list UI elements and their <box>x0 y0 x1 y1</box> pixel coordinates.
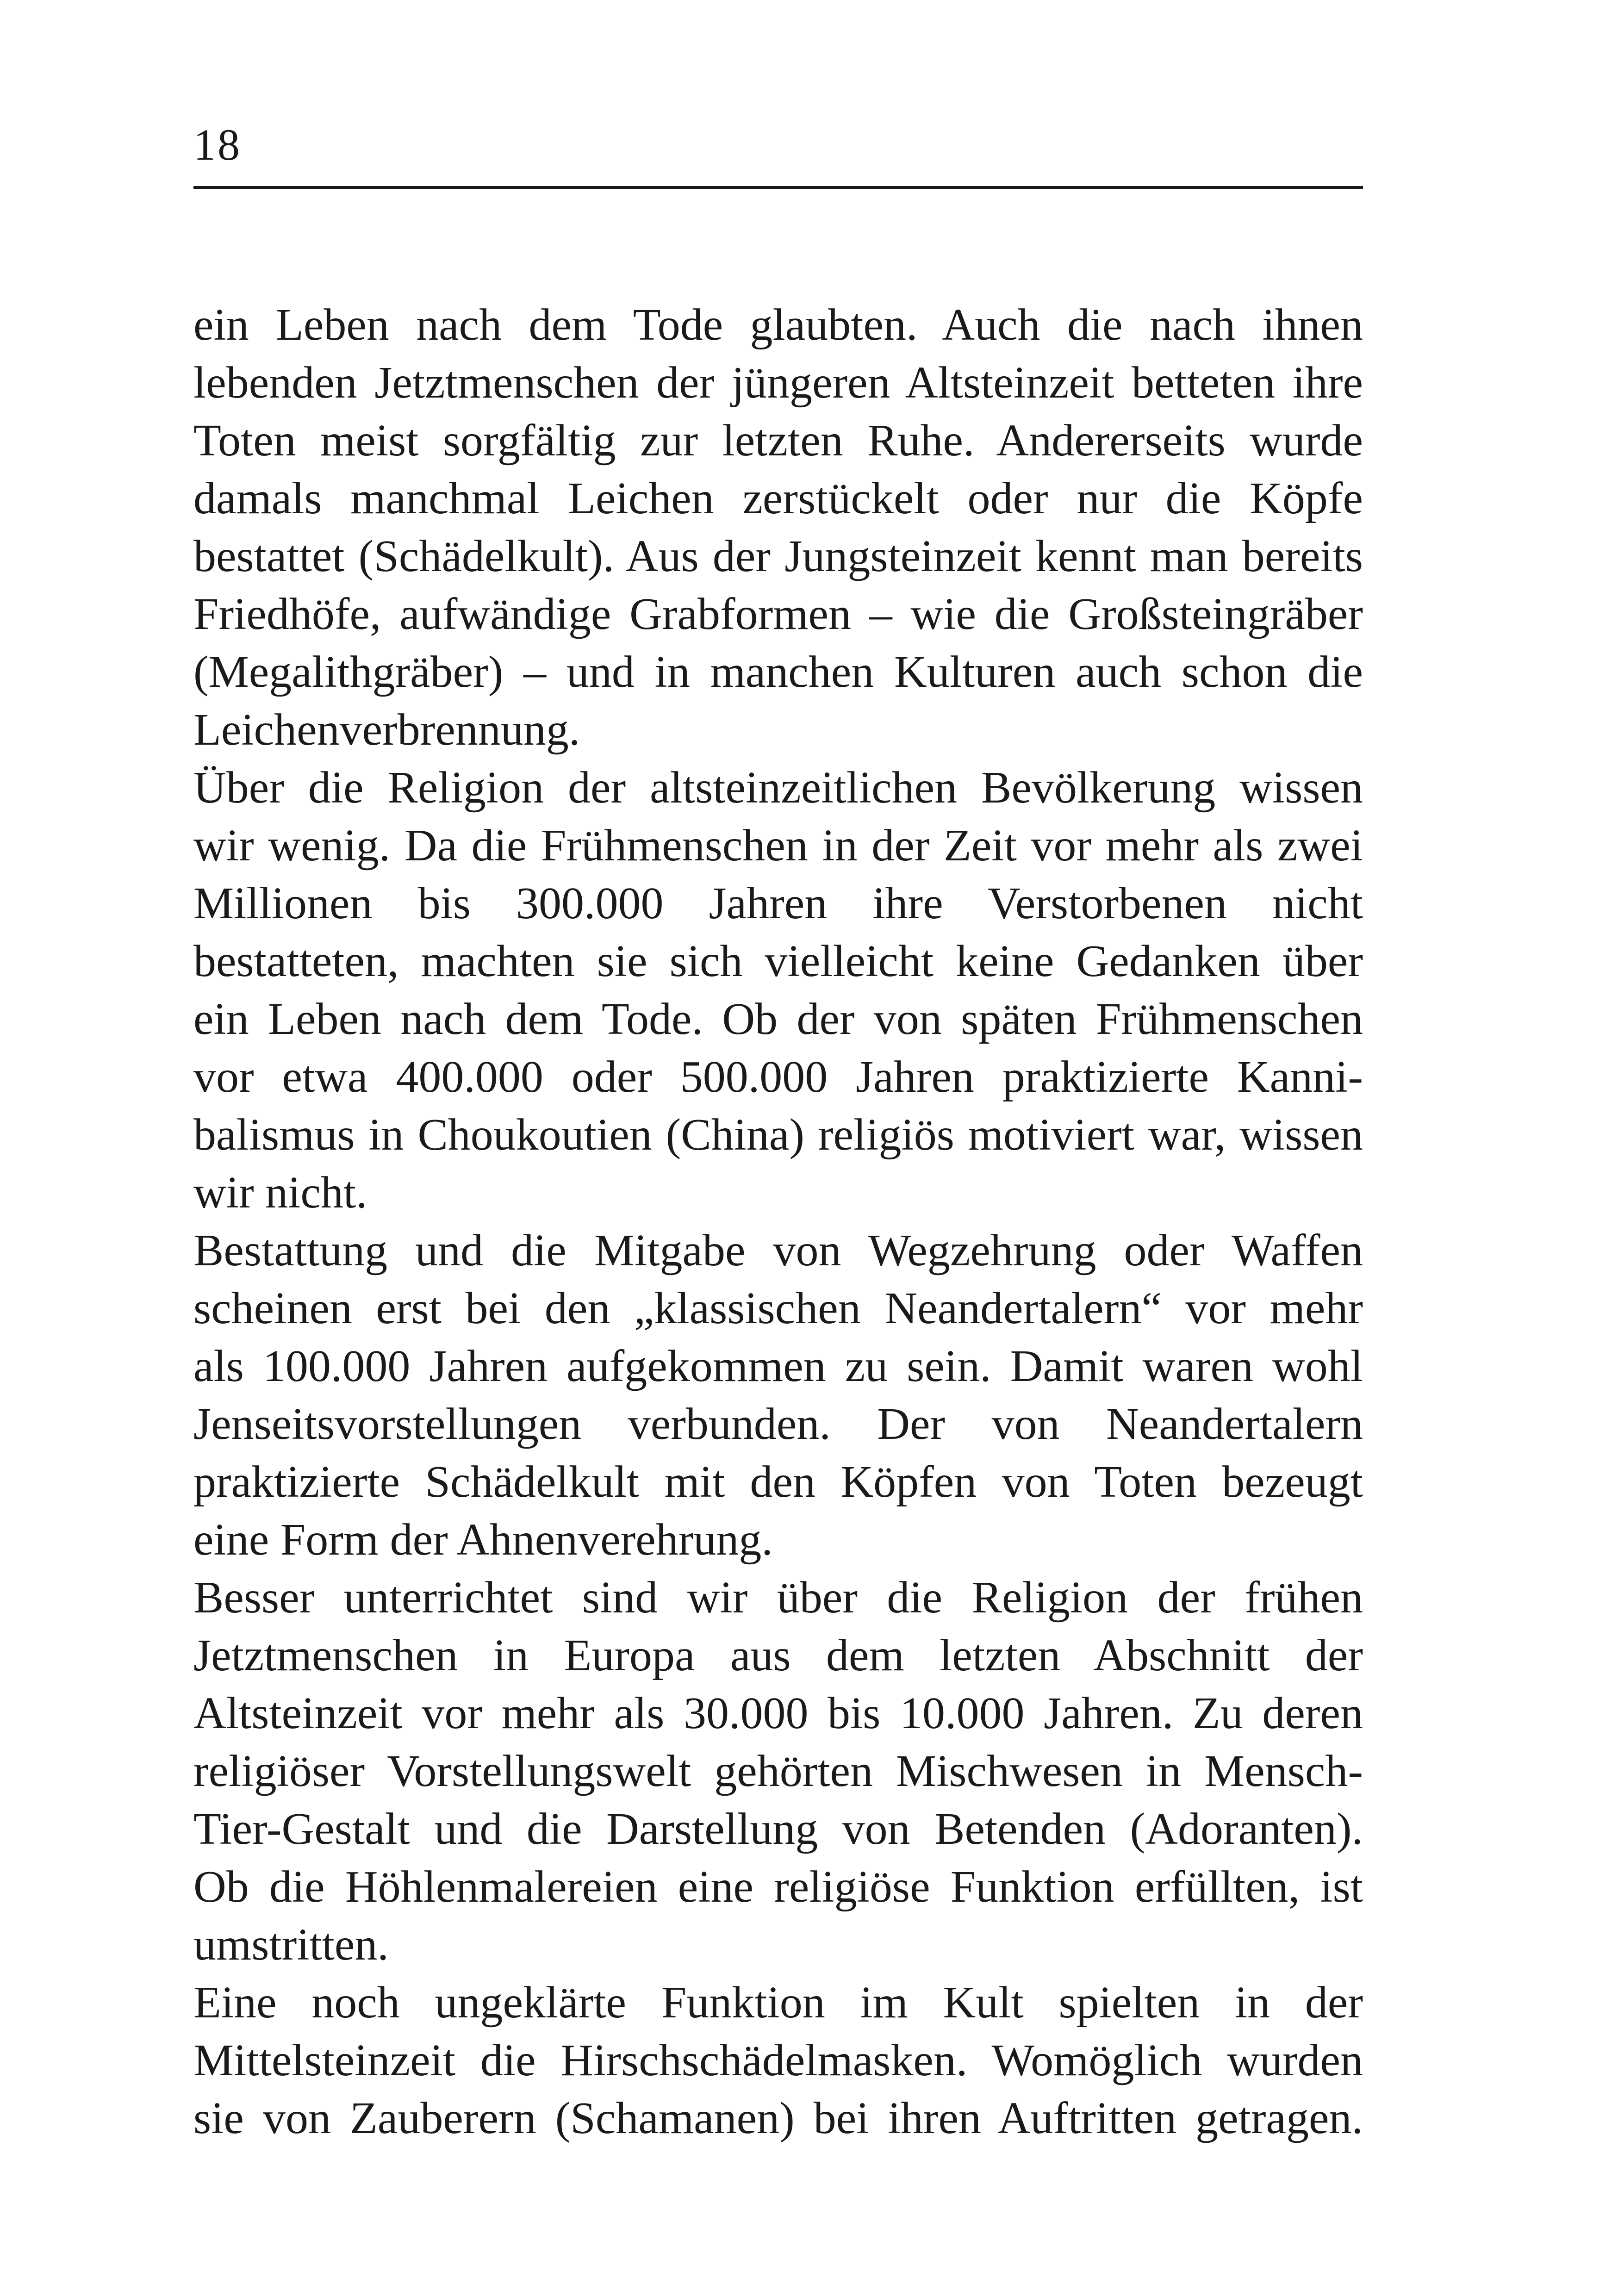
text-line: religiöser Vorstellungswelt gehörten Mischwesen in Mensch- <box>193 1746 1363 1796</box>
text-line: bestatteten, machten sie sich vielleicht keine Gedanken über <box>193 936 1363 986</box>
text-line: Ob die Höhlenmalereien eine religiöse Funktion erfüllten, ist <box>193 1862 1363 1912</box>
page-number: 18 <box>193 120 242 169</box>
header-rule <box>193 186 1363 189</box>
text-line: Jenseitsvorstellungen verbunden. Der von Neandertalern <box>193 1399 1363 1449</box>
text-line: (Megalithgräber) – und in manchen Kulturen auch schon die <box>193 647 1363 697</box>
text-line: vor etwa 400.000 oder 500.000 Jahren praktizierte Kanni- <box>193 1052 1363 1102</box>
text-line: Friedhöfe, aufwändige Grabformen – wie die Großsteingräber <box>193 589 1363 639</box>
text-line: bestattet (Schädelkult). Aus der Jungsteinzeit kennt man bereits <box>193 531 1363 581</box>
text-line: als 100.000 Jahren aufgekommen zu sein. Damit waren wohl <box>193 1341 1363 1391</box>
text-line: Millionen bis 300.000 Jahren ihre Verstorbenen nicht <box>193 878 1363 928</box>
text-line: Besser unterrichtet sind wir über die Religion der frühen <box>193 1573 1363 1623</box>
text-line: eine Form der Ahnenverehrung. <box>193 1515 773 1565</box>
text-line: Leichenverbrennung. <box>193 705 580 755</box>
text-line: scheinen erst bei den „klassischen Neandertalern“ vor mehr <box>193 1283 1363 1333</box>
text-line: Altsteinzeit vor mehr als 30.000 bis 10.000 Jahren. Zu deren <box>193 1688 1363 1738</box>
text-line: Eine noch ungeklärte Funktion im Kult spielten in der <box>193 1978 1363 2028</box>
text-line: damals manchmal Leichen zerstückelt oder nur die Köpfe <box>193 473 1363 523</box>
text-line: ein Leben nach dem Tode glaubten. Auch die nach ihnen <box>193 300 1363 350</box>
text-line: Über die Religion der altsteinzeitlichen Bevölkerung wissen <box>193 763 1363 813</box>
text-line: umstritten. <box>193 1920 389 1970</box>
body-text <box>193 296 1363 2147</box>
text-line: wir wenig. Da die Frühmenschen in der Zeit vor mehr als zwei <box>193 821 1363 871</box>
text-line: Jetztmenschen in Europa aus dem letzten Abschnitt der <box>193 1630 1363 1680</box>
text-line: sie von Zauberern (Schamanen) bei ihren Auftritten getragen. <box>193 2093 1363 2143</box>
text-line: balismus in Choukoutien (China) religiös motiviert war, wissen <box>193 1110 1363 1160</box>
text-line: praktizierte Schädelkult mit den Köpfen von Toten bezeugt <box>193 1457 1363 1507</box>
text-line: Mittelsteinzeit die Hirschschädelmasken. Womöglich wurden <box>193 2035 1363 2085</box>
text-line: lebenden Jetztmenschen der jüngeren Altsteinzeit betteten ihre <box>193 358 1363 408</box>
text-line: wir nicht. <box>193 1168 367 1218</box>
text-line: Tier-Gestalt und die Darstellung von Betenden (Adoranten). <box>193 1804 1363 1854</box>
text-line: Bestattung und die Mitgabe von Wegzehrung oder Waffen <box>193 1226 1363 1276</box>
text-line: ein Leben nach dem Tode. Ob der von späten Frühmenschen <box>193 994 1363 1044</box>
text-line: Toten meist sorgfältig zur letzten Ruhe. Andererseits wurde <box>193 416 1363 466</box>
